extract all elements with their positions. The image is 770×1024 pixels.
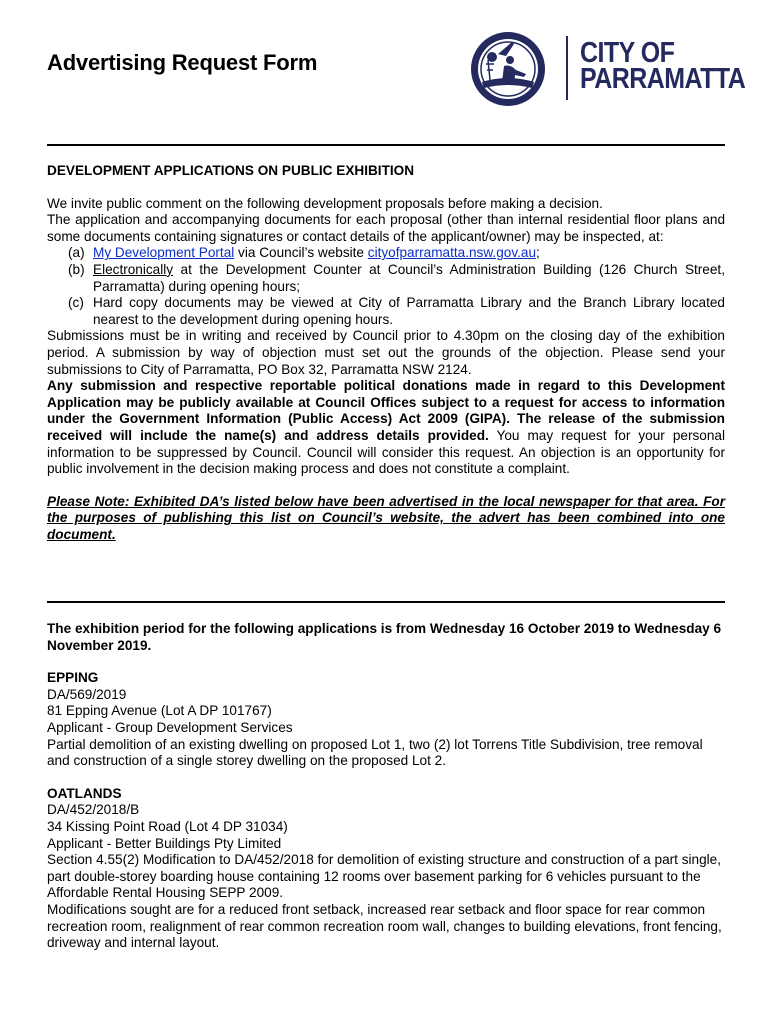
list-item: [47, 295, 725, 328]
suburb-heading: OATLANDS: [47, 785, 122, 801]
proposal-description: Section 4.55(2) Modification to DA/452/2018 for demolition of existing structure and construction of a part single, part double-storey boarding house containing 12 rooms over basement parking for 6 vehicles pursuant to the Affordable Rental Housing SEPP 2009.: [47, 852, 722, 901]
da-number: DA/569/2019: [47, 686, 127, 702]
logo-line-2: PARRAMATTA: [580, 63, 746, 95]
parramatta-emblem-icon: [468, 30, 548, 108]
council-website-link[interactable]: cityofparramatta.nsw.gov.au: [367, 245, 537, 261]
list-item-text: Hard copy documents may be viewed at City of Parramatta Library and the Branch Library located nearest to the development during opening hours.: [93, 295, 725, 327]
application-block: [47, 670, 725, 770]
section-divider: [47, 601, 725, 603]
proposal-description: Partial demolition of an existing dwelling on proposed Lot 1, two (2) lot Torrens Title Subdivision, tree removal and construction of a single storey dwelling on the proposed Lot 2.: [47, 736, 703, 769]
please-note: Please Note: Exhibited DA’s listed below have been advertised in the local newspaper for that area. For the purposes of publishing this list on Council’s website, the advert has been combined into one document.: [47, 493, 725, 542]
gipa-text: You may request for your personal information to be suppressed by Council. Council will consider this request. An objection is an opportunity for public involvement in the decision making process and does not constitute a complaint.: [47, 427, 725, 477]
intro-paragraph: We invite public comment on the following development proposals before making a decision.: [47, 195, 603, 211]
exhibition-period: The exhibition period for the following applications is from Wednesday 16 October 2019 to Wednesday 6 November 2019.: [47, 621, 722, 653]
logo-line-1: CITY OF: [580, 37, 675, 69]
da-number: DA/452/2018/B: [47, 802, 140, 818]
gipa-bold-text: Any submission and respective reportable political donations made in regard to this Development Application may be publicly available at Council Offices subject to a request for access to information under the Government Information (Public Access) Act 2009 (GIPA). The release of the submission received will include the name(s) and address details provided.: [47, 378, 725, 443]
my-development-portal-link[interactable]: My Development Portal: [93, 245, 235, 261]
city-of-parramatta-logo: [468, 30, 758, 108]
modifications-description: Modifications sought are for a reduced front setback, increased rear setback and floor space for rear common recreation room, realignment of rear common recreation room wall, changes to building elevations, front fencing, driveway and internal layout.: [47, 901, 722, 951]
section-heading: DEVELOPMENT APPLICATIONS ON PUBLIC EXHIBITION: [47, 163, 415, 178]
page-title: Advertising Request Form: [47, 50, 318, 75]
list-item-text: at the Development Counter at Council’s Administration Building (126 Church Street, Parramatta) during opening hours;: [93, 261, 725, 294]
intro-section: [47, 163, 725, 543]
submissions-paragraph: Submissions must be in writing and received by Council prior to 4.30pm on the closing day of the exhibition period. A submission by way of objection must set out the grounds of the objection. Please send your submissions to City of Parramatta, PO Box 32, Parramatta NSW 2124.: [47, 328, 725, 377]
suburb-heading: EPPING: [47, 670, 99, 686]
gipa-paragraph: [47, 378, 725, 478]
list-marker: (b): [68, 261, 85, 277]
property-address: 81 Epping Avenue (Lot A DP 101767): [47, 703, 272, 719]
applicant: Applicant - Group Development Services: [47, 719, 293, 735]
applicant: Applicant - Better Buildings Pty Limited: [47, 835, 282, 851]
inspection-paragraph: The application and accompanying documents for each proposal (other than internal residential floor plans and some documents containing signatures or contact details of the applicant/owner) may be inspected, at:: [47, 212, 725, 244]
application-block: [47, 786, 725, 952]
logo-divider: [566, 36, 568, 100]
list-item: [47, 262, 725, 295]
list-item: [47, 245, 725, 262]
list-marker: (c): [68, 295, 84, 311]
inspection-list: [47, 245, 725, 328]
list-item-text: via Council’s website: [234, 245, 368, 261]
logo-wordmark: [580, 37, 746, 95]
underlined-text: Electronically: [93, 261, 174, 277]
list-item-text: ;: [536, 245, 540, 261]
list-marker: (a): [68, 245, 85, 261]
exhibition-section: [47, 621, 725, 952]
property-address: 34 Kissing Point Road (Lot 4 DP 31034): [47, 818, 288, 834]
section-divider: [47, 144, 725, 146]
